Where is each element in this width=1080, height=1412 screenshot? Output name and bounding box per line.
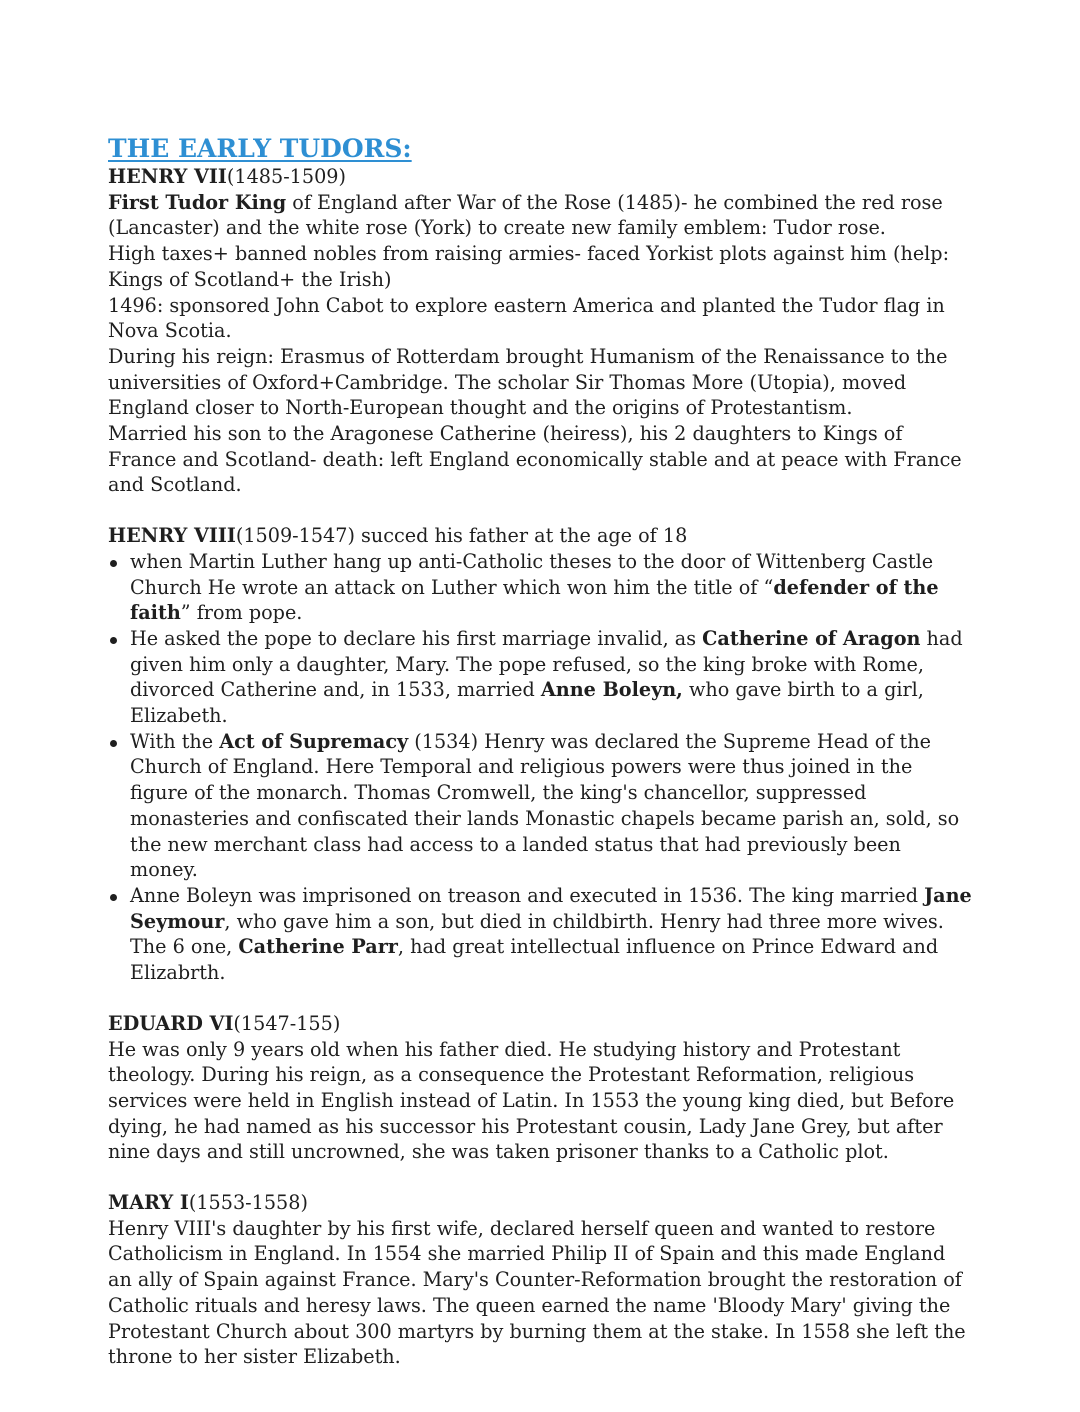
bullet-icon [110, 894, 117, 901]
paragraph: High taxes+ banned nobles from raising armies- faced Yorkist plots against him (help: Kings of Scotland+ the Irish) [108, 242, 950, 291]
emphasis-text: First Tudor King [108, 190, 287, 214]
list-item: With the Act of Supremacy (1534) Henry was declared the Supreme Head of the Church of England. Here Temporal and religious powers were thus joined in the figure of the monarch. Thomas Cromwell, the king's chancellor, suppressed monasteries and confiscated their lands Monastic chapels became parish an, sold, so the new merchant class had access to a landed status that had previously been money. [108, 729, 974, 883]
bullet-icon [110, 740, 117, 747]
reign-years: (1553-1558) [188, 1191, 308, 1215]
section-heading [108, 523, 974, 549]
paragraph: First Tudor King of England after War of the Rose (1485)- he combined the red rose (Lancaster) and the white rose (York) to create new family emblem: Tudor rose. [108, 190, 943, 240]
paragraph: He was only 9 years old when his father died. He studying history and Protestant theology. During his reign, as a consequence the Protestant Reformation, religious services were held in English instead of Latin. In 1553 the young king died, but Before dying, he had named as his successor his Protestant cousin, Lady Jane Grey, but after nine days and still uncrowned, she was taken prisoner thanks to a Catholic plot. [108, 1037, 955, 1164]
section-heading [108, 164, 974, 190]
page-title: THE EARLY TUDORS: [108, 134, 412, 163]
monarch-name: HENRY VIII [108, 524, 236, 548]
section-heading [108, 1190, 974, 1216]
bullet-list [108, 549, 974, 986]
bullet-icon [110, 637, 117, 644]
monarch-name: EDUARD VI [108, 1011, 234, 1035]
section-eduard-vi [108, 1011, 974, 1165]
section-mary-i [108, 1190, 974, 1370]
section-henry-viii [108, 523, 974, 986]
bullet-icon [110, 560, 117, 567]
section-henry-vii [108, 164, 974, 498]
paragraph: 1496: sponsored John Cabot to explore eastern America and planted the Tudor flag in Nova Scotia. [108, 293, 945, 343]
document-page [108, 133, 974, 1395]
list-item: He asked the pope to declare his first marriage invalid, as Catherine of Aragon had given him only a daughter, Mary. The pope refused, so the king broke with Rome, divorced Catherine and, in 1533, married Anne Boleyn, who gave birth to a girl, Elizabeth. [108, 626, 974, 729]
paragraph: Henry VIII's daughter by his first wife, declared herself queen and wanted to restore Catholicism in England. In 1554 she married Philip II of Spain and this made England an ally of Spain against France. Mary's Counter-Reformation brought the restoration of Catholic rituals and heresy laws. The queen earned the name 'Bloody Mary' giving the Protestant Church about 300 martyrs by burning them at the stake. In 1558 she left the throne to her sister Elizabeth. [108, 1216, 966, 1369]
reign-years: (1485-1509) [226, 165, 346, 188]
monarch-name: HENRY VII [108, 165, 227, 188]
monarch-name: MARY I [108, 1191, 189, 1215]
reign-years: (1509-1547) succed his father at the age of 18 [235, 524, 688, 548]
reign-years: (1547-155) [233, 1011, 341, 1035]
paragraph: During his reign: Erasmus of Rotterdam brought Humanism of the Renaissance to the universities of Oxford+Cambridge. The scholar Sir Thomas More (Utopia), moved England closer to North-European thought and the origins of Protestantism. [108, 344, 948, 420]
paragraph: Married his son to the Aragonese Catherine (heiress), his 2 daughters to Kings of France and Scotland- death: left England economically stable and at peace with France and Scotland. [108, 422, 962, 497]
list-item: when Martin Luther hang up anti-Catholic theses to the door of Wittenberg Castle Church He wrote an attack on Luther which won him the title of “defender of the faith” from pope. [108, 549, 974, 626]
section-heading [108, 1011, 974, 1037]
list-item: Anne Boleyn was imprisoned on treason and executed in 1536. The king married Jane Seymour, who gave him a son, but died in childbirth. Henry had three more wives. The 6 one, Catherine Parr, had great intellectual influence on Prince Edward and Elizabrth. [108, 883, 974, 986]
